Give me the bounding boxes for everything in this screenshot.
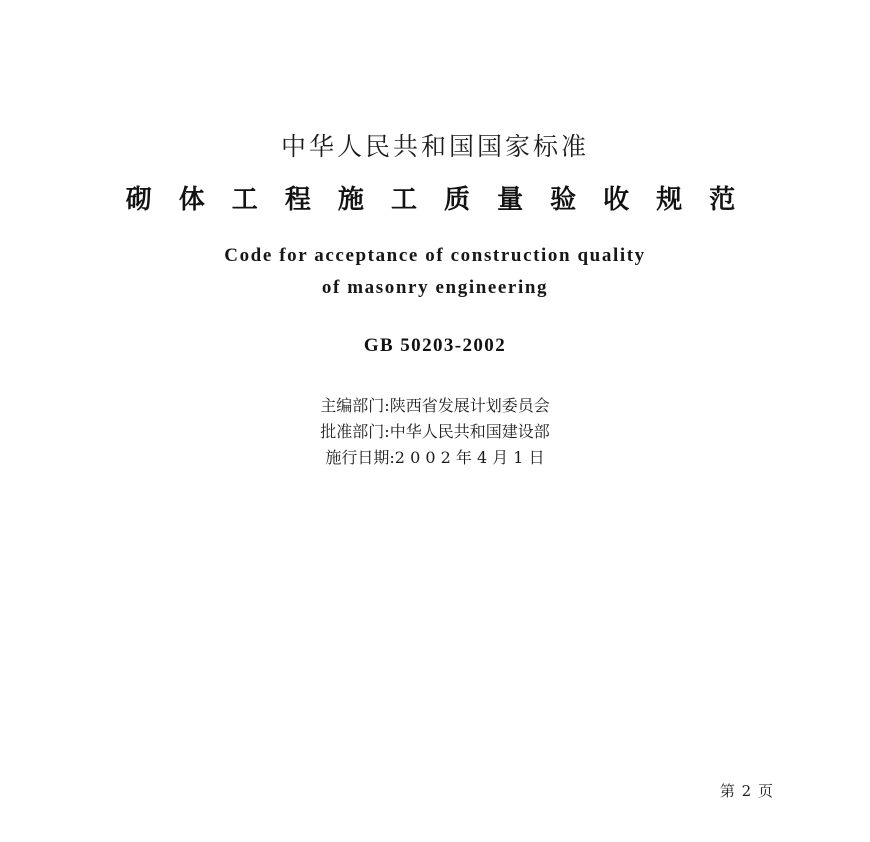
issuer-block: [0, 393, 870, 471]
page-number-footer: 第 2 页: [719, 782, 774, 800]
document-title-english: [0, 240, 870, 303]
title-block: [0, 132, 870, 357]
english-title-line-1: Code for acceptance of construction quality: [224, 245, 646, 267]
chief-department-line: 主编部门:陕西省发展计划委员会: [320, 396, 550, 415]
english-title-line-2: of masonry engineering: [321, 276, 549, 298]
document-title-chinese: 砌 体 工 程 施 工 质 量 验 收 规 范: [125, 185, 745, 215]
standard-code: GB 50203-2002: [363, 334, 507, 356]
effective-date-line: 施行日期:2 0 0 2 年 4 月 1 日: [325, 448, 545, 467]
national-standard-heading: 中华人民共和国国家标准: [280, 132, 589, 161]
approval-department-line: 批准部门:中华人民共和国建设部: [320, 422, 550, 441]
